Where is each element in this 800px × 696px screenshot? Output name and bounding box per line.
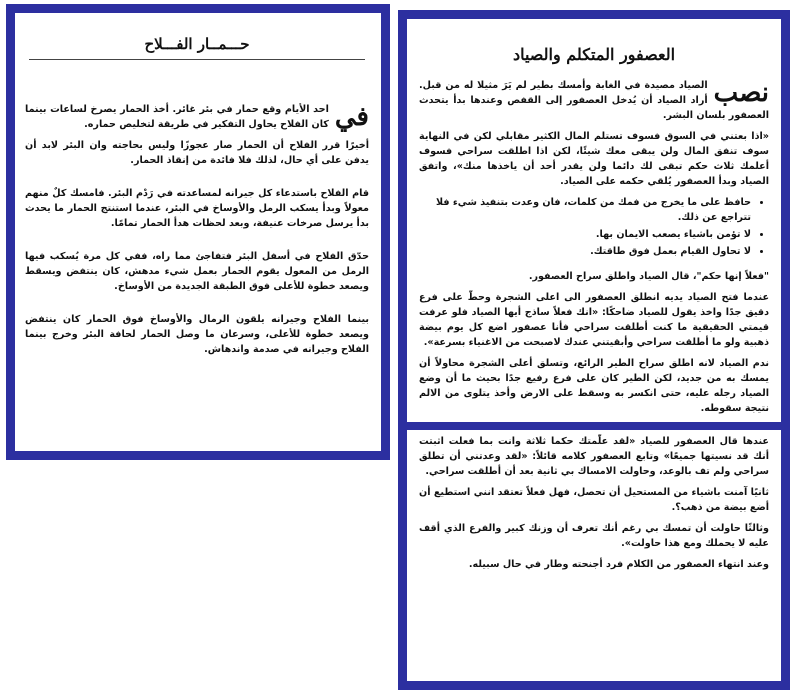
right-lower-section [407, 422, 781, 572]
right-paragraph-6: عندها قال العصفور للصياد «لقد علّمتك حكما ثلاثة وانت بما فعلت اثبتت أنك قد نسيتها جميعًا» وتابع العصفور كلامه قائلاً: «لقد وعدتني أن تطلق سراحي ولم تف بالوعد، وحاولت الامساك بي ثانية بعد أن أطلقت سراحي. [419, 436, 769, 477]
left-paragraph-1: احد الأيام وقع حمار في بئر غائر. أخذ الحمار يصرخ لساعات بينما كان الفلاح يحاول التفكير في طريقة لتخليص حماره. [25, 104, 329, 130]
wisdom-item-1: • حافظ على ما يخرج من فمك من كلمات، فان وعدت بتنفيذ شيء فلا تتراجع عن ذلك. [419, 195, 751, 225]
right-paragraph-3: "فعلاً إنها حكم"، قال الصياد واطلق سراح العصفور. [528, 271, 769, 282]
left-page-card [6, 4, 390, 460]
right-paragraph-2: «اذا بعتني في السوق فسوف تستلم المال الكثير مقابلي لكن في النهاية سوف تنفق المال ولن يبقى معك شيئًا، لكن اذا اطلقت سراحي فسوف أعلمك ثلاث حكم تبقى لك دائما ولن يقدر أحد أن ياخذها منك»، واتفق الصياد وبدأ العصفور يُلقي حكمه على الصياد. [419, 131, 769, 187]
right-dropcap: نصب [713, 78, 769, 108]
wisdom-item-2: • لا تؤمن باشياء يصعب الايمان بها. [419, 227, 751, 242]
right-page-card [398, 10, 790, 690]
wisdom-item-3: • لا تحاول القيام بعمل فوق طاقتك. [419, 244, 751, 259]
left-paragraph-3: قام الفلاح باستدعاء كل جيرانه لمساعدته في رَدْم البئر. فامسك كلٌ منهم معولاً وبدأ يسكب الرمل والأوساخ في البئر، عندما استنتج الحمار ما يحدث بدأ يرسل صرخات عنيفة، وبعد لحظات هدأ الحمار تمامًا. [25, 188, 369, 229]
left-paragraph-5: بينما الفلاح وجيرانه يلقون الرمال والأوساخ فوق الحمار كان ينتفض ويصعد خطوة للأعلى، وسرعان ما وصل الحمار لحافة البئر وخرج بينما الفلاح وجيرانه في صدمة واندهاش. [25, 314, 369, 355]
left-paragraph-4: حدّق الفلاح في أسفل البئر فتفاجئ مما راه، ففي كل مرة يُسكب فيها الرمل من المعول يقوم الحمار بعمل شيء مدهش، كان ينتفض ويسقط ويصعد خطوة للأعلى فوق الطبقة الجديدة من الأوساخ. [25, 251, 369, 292]
left-paragraph-2: أخيرًا قرر الفلاح أن الحمار صار عجوزًا وليس بحاجته وان البئر لابد أن يدفن على أي حال، لذلك فلا فائدة من إنقاذ الحمار. [25, 140, 369, 166]
left-dropcap: في [334, 102, 369, 132]
title-divider [29, 59, 365, 60]
right-story-title: العصفور المتكلم والصياد [512, 45, 676, 64]
left-story-title: حـــمــار الفـــلاح [144, 35, 250, 53]
right-paragraph-4: عندما فتح الصياد يديه انطلق العصفور الى اعلى الشجرة وحطّ على فرع دقيق جدًا واخذ يقول للصياد ضاحكًا: «انك فعلاً ساذج أيها الصياد فلو عرفت قيمتي الحقيقية ما كنت أطلقت سراحي فأنا عصفور اضع كل يوم بيضة ذهبية ولو ما أطلقت سراحي وأبقيتني عندك لاصبحت من الاغنياء بسرعة». [419, 292, 769, 348]
wisdom-list [419, 195, 751, 259]
right-paragraph-8: وثالثًا حاولت أن تمسك بي رغم أنك تعرف أن وزنك كبير والفرع الذي أقف عليه لا يحملك ومع هذا حاولت». [419, 523, 769, 549]
right-paragraph-1: الصياد مصيدة في الغابة وأمسك بطير لم يَرَ مثيلا له من قبل. أراد الصياد أن يُدخل العصفور إلى القفص وعندها بدأ يتحدث العصفور بلسان البشر. [419, 80, 769, 121]
right-paragraph-9: وعند انتهاء العصفور من الكلام فرد أجنحته وطار في حال سبيله. [468, 559, 769, 570]
right-paragraph-7: ثانيًا آمنت باشياء من المستحيل أن تحصل، فهل فعلاً تعتقد انني استطيع أن أضع بيضة من ذهب؟. [419, 487, 769, 513]
right-paragraph-5: ندم الصياد لانه اطلق سراح الطير الرائع، وتسلق أعلى الشجرة محاولاً أن يمسك به من جديد، لكن الطير كان على فرع رفيع جدًا بحيث ما أن وضع الصياد رجله عليه، حتى انكسر به وسقط على الارض وأخذ يتلوى من الالم نتيجة سقوطه. [419, 358, 769, 414]
